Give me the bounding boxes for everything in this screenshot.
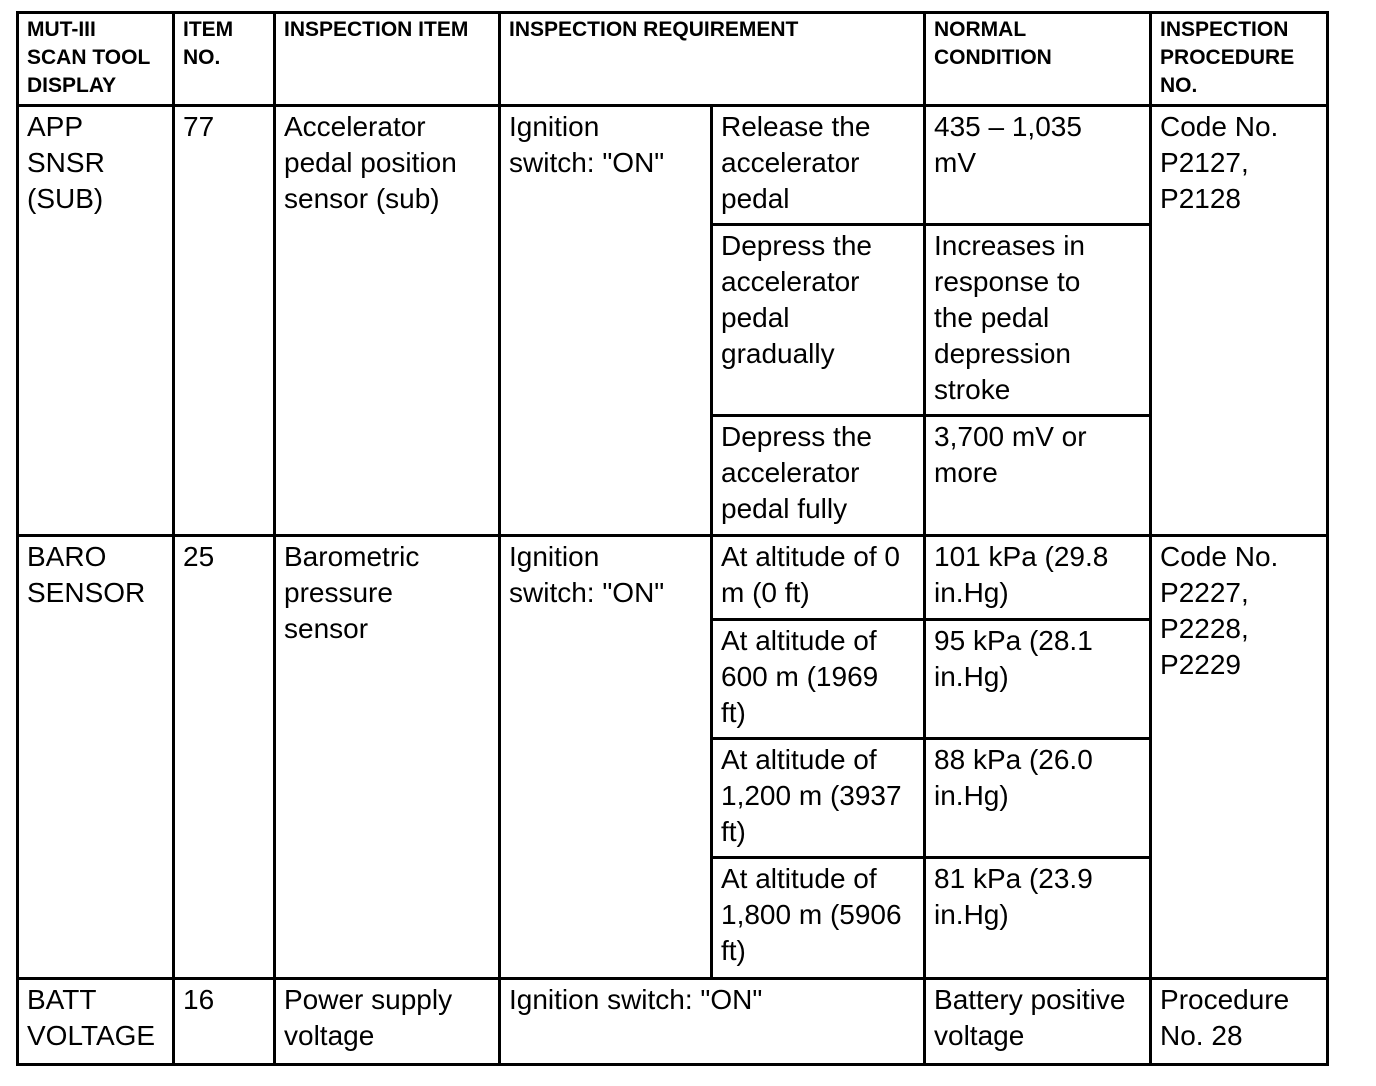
- header-procedure-no: INSPECTION PROCEDURE NO.: [1151, 13, 1328, 106]
- display-cell: BATT VOLTAGE: [18, 979, 174, 1065]
- normal-condition-cell: 435 – 1,035 mV: [925, 106, 1151, 225]
- procedure-cell: Procedure No. 28: [1151, 979, 1328, 1065]
- inspection-item-cell: Accelerator pedal position sensor (sub): [275, 106, 500, 536]
- procedure-cell: Code No. P2227, P2228, P2229: [1151, 536, 1328, 979]
- normal-condition-cell: 88 kPa (26.0 in.Hg): [925, 739, 1151, 858]
- requirement-cell: Ignition switch: "ON": [500, 979, 925, 1065]
- condition-cell: At altitude of 0 m (0 ft): [712, 536, 925, 620]
- inspection-item-cell: Barometric pressure sensor: [275, 536, 500, 979]
- normal-condition-cell: Battery positive voltage: [925, 979, 1151, 1065]
- header-item-no: ITEM NO.: [174, 13, 275, 106]
- condition-cell: At altitude of 1,800 m (5906 ft): [712, 858, 925, 979]
- table-row: [18, 106, 1328, 225]
- display-cell: BARO SENSOR: [18, 536, 174, 979]
- table-row: [18, 979, 1328, 1065]
- item-no-cell: 77: [174, 106, 275, 536]
- condition-cell: At altitude of 1,200 m (3937 ft): [712, 739, 925, 858]
- header-inspection-item: INSPECTION ITEM: [275, 13, 500, 106]
- normal-condition-cell: 3,700 mV or more: [925, 416, 1151, 536]
- condition-cell: Release the accelerator pedal: [712, 106, 925, 225]
- requirement-cell: Ignition switch: "ON": [500, 536, 712, 979]
- header-normal-condition: NORMAL CONDITION: [925, 13, 1151, 106]
- procedure-cell: Code No. P2127, P2128: [1151, 106, 1328, 536]
- display-cell: APP SNSR (SUB): [18, 106, 174, 536]
- item-no-cell: 25: [174, 536, 275, 979]
- normal-condition-cell: 95 kPa (28.1 in.Hg): [925, 620, 1151, 739]
- normal-condition-cell: 81 kPa (23.9 in.Hg): [925, 858, 1151, 979]
- table-row: [18, 536, 1328, 620]
- condition-cell: Depress the accelerator pedal gradually: [712, 225, 925, 416]
- requirement-cell: Ignition switch: "ON": [500, 106, 712, 536]
- inspection-item-cell: Power supply voltage: [275, 979, 500, 1065]
- inspection-table: [16, 11, 1329, 1066]
- normal-condition-cell: Increases in response to the pedal depression stroke: [925, 225, 1151, 416]
- header-display: MUT-III SCAN TOOL DISPLAY: [18, 13, 174, 106]
- condition-cell: At altitude of 600 m (1969 ft): [712, 620, 925, 739]
- normal-condition-cell: 101 kPa (29.8 in.Hg): [925, 536, 1151, 620]
- condition-cell: Depress the accelerator pedal fully: [712, 416, 925, 536]
- header-row: [18, 13, 1328, 106]
- header-inspection-requirement: INSPECTION REQUIREMENT: [500, 13, 925, 106]
- item-no-cell: 16: [174, 979, 275, 1065]
